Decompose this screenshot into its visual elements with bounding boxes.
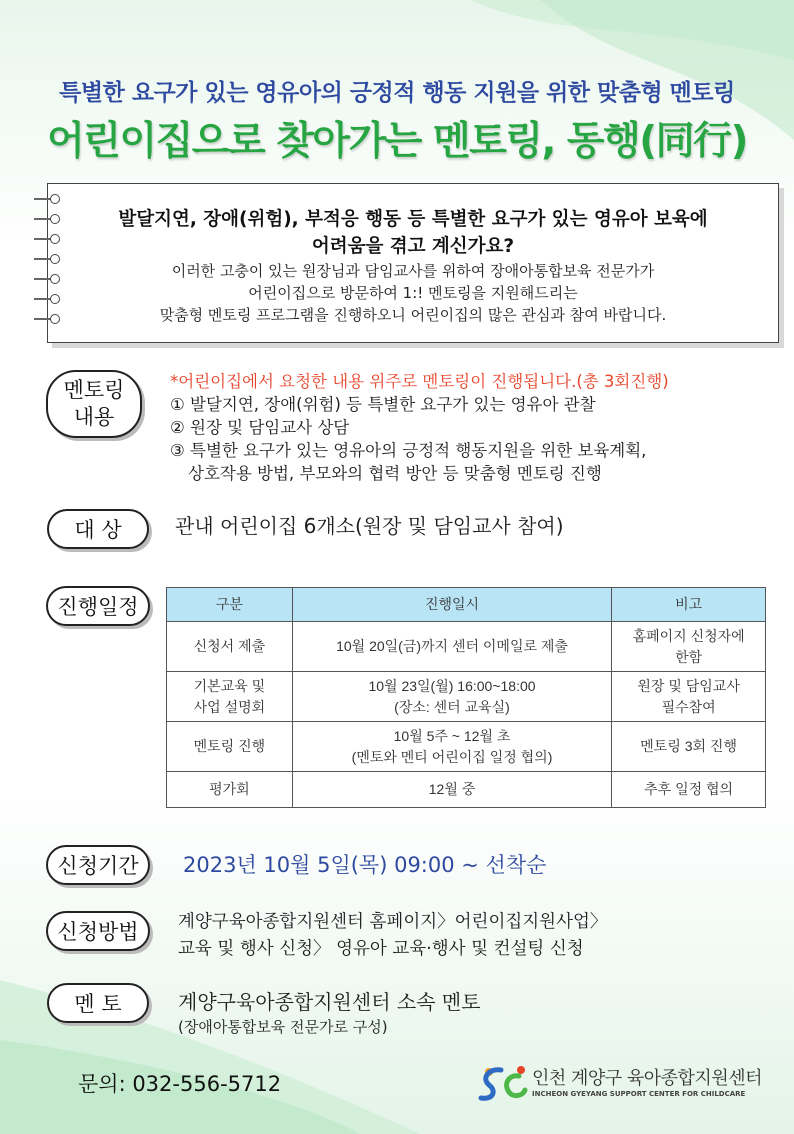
table-row xyxy=(167,672,766,722)
mentor-text xyxy=(178,988,481,1038)
mentoring-item-1: ① 발달지연, 장애(위험) 등 특별한 요구가 있는 영유아 관찰 xyxy=(170,395,596,414)
table-cell: 추후 일정 협의 xyxy=(612,772,766,808)
method-text xyxy=(178,909,607,963)
section-label-schedule: 진행일정 xyxy=(46,586,150,626)
cell-line: 원장 및 담임교사 xyxy=(637,677,740,694)
table-cell: 신청서 제출 xyxy=(167,622,293,672)
section-label-mentor: 멘 토 xyxy=(47,983,149,1023)
cell-line: 한함 xyxy=(675,648,703,665)
table-cell xyxy=(292,672,612,722)
schedule-table xyxy=(166,587,766,808)
intro-body-line2: 어린이집으로 방문하여 1:! 멘토링을 지원해드리는 xyxy=(248,284,578,302)
poster-subtitle: 특별한 요구가 있는 영유아의 긍정적 행동 지원을 위한 맞춤형 멘토링 xyxy=(59,80,735,106)
center-logo-icon xyxy=(475,1060,531,1106)
table-cell xyxy=(292,722,612,772)
center-logo xyxy=(475,1058,775,1108)
table-header-note: 비고 xyxy=(612,588,766,622)
table-cell xyxy=(612,622,766,672)
table-row xyxy=(167,722,766,772)
cell-line: 10월 23일(월) 16:00~18:00 xyxy=(368,677,536,694)
center-logo-english: INCHEON GYEYANG SUPPORT CENTER FOR CHILDCARE xyxy=(532,1090,746,1098)
table-row xyxy=(167,772,766,808)
section-label-target: 대 상 xyxy=(47,509,149,549)
target-text: 관내 어린이집 6개소(원장 및 담임교사 참여) xyxy=(175,514,564,538)
cell-line: 사업 설명회 xyxy=(193,698,266,715)
cell-line: 홈페이지 신청자에 xyxy=(632,627,745,644)
intro-body-line3: 맞춤형 멘토링 프로그램을 진행하오니 어린이집의 많은 관심과 참여 바랍니다. xyxy=(159,306,667,324)
cell-line: 필수참여 xyxy=(661,698,716,715)
table-cell xyxy=(612,672,766,722)
mentoring-item-2: ② 원장 및 담임교사 상담 xyxy=(170,418,350,437)
mentor-line1: 계양구육아종합지원센터 소속 멘토 xyxy=(178,990,481,1014)
mentoring-item-3-line1: ③ 특별한 요구가 있는 영유아의 긍정적 행동지원을 위한 보육계획, xyxy=(170,441,647,460)
table-header-row xyxy=(167,588,766,622)
period-text: 2023년 10월 5일(목) 09:00 ~ 선착순 xyxy=(183,853,547,877)
cell-line: (멘토와 멘티 어린이집 일정 협의) xyxy=(351,748,553,765)
mentor-line2: (장애아통합보육 전문가로 구성) xyxy=(178,1018,388,1036)
center-logo-name: 인천 계양구 육아종합지원센터 xyxy=(532,1068,762,1089)
notebook-rings xyxy=(34,194,62,334)
mentoring-content xyxy=(170,370,669,485)
contact-phone: 문의: 032-556-5712 xyxy=(78,1072,282,1096)
section-label-period: 신청기간 xyxy=(46,845,150,885)
table-header-category: 구분 xyxy=(167,588,293,622)
section-label-method: 신청방법 xyxy=(46,911,150,951)
method-line1: 계양구육아종합지원센터 홈페이지〉어린이집지원사업〉 xyxy=(178,912,608,932)
table-row xyxy=(167,622,766,672)
table-header-datetime: 진행일시 xyxy=(292,588,612,622)
intro-lead-line1: 발달지연, 장애(위험), 부적응 행동 등 특별한 요구가 있는 영유아 보육에 xyxy=(118,209,708,230)
intro-notebook-box xyxy=(47,183,779,343)
cell-line: (장소: 센터 교육실) xyxy=(394,698,510,715)
poster-title: 어린이집으로 찾아가는 멘토링, 동행(同行) xyxy=(47,119,747,164)
mentoring-item-3-line2: 상호작용 방법, 부모와의 협력 방안 등 맞춤형 멘토링 진행 xyxy=(188,464,602,483)
cell-line: 10월 5주 ~ 12월 초 xyxy=(393,727,511,744)
table-cell xyxy=(167,672,293,722)
table-cell: 멘토링 3회 진행 xyxy=(612,722,766,772)
mentoring-note: *어린이집에서 요청한 내용 위주로 멘토링이 진행됩니다.(총 3회진행) xyxy=(170,372,669,391)
intro-lead-line2: 어려움을 겪고 계신가요? xyxy=(311,236,515,257)
cell-line: 기본교육 및 xyxy=(193,677,266,694)
table-cell: 12월 중 xyxy=(292,772,612,808)
method-line2: 교육 및 행사 신청〉 영유아 교육·행사 및 컨설팅 신청 xyxy=(178,939,584,959)
intro-body-line1: 이러한 고충이 있는 원장님과 담임교사를 위하여 장애아통합보육 전문가가 xyxy=(171,262,655,280)
table-cell: 평가회 xyxy=(167,772,293,808)
mentoring-label-line2: 내용 xyxy=(73,405,115,429)
table-cell: 멘토링 진행 xyxy=(167,722,293,772)
section-label-mentoring xyxy=(46,370,142,438)
mentoring-label-line1: 멘토링 xyxy=(63,378,125,402)
table-cell: 10월 20일(금)까지 센터 이메일로 제출 xyxy=(292,622,612,672)
